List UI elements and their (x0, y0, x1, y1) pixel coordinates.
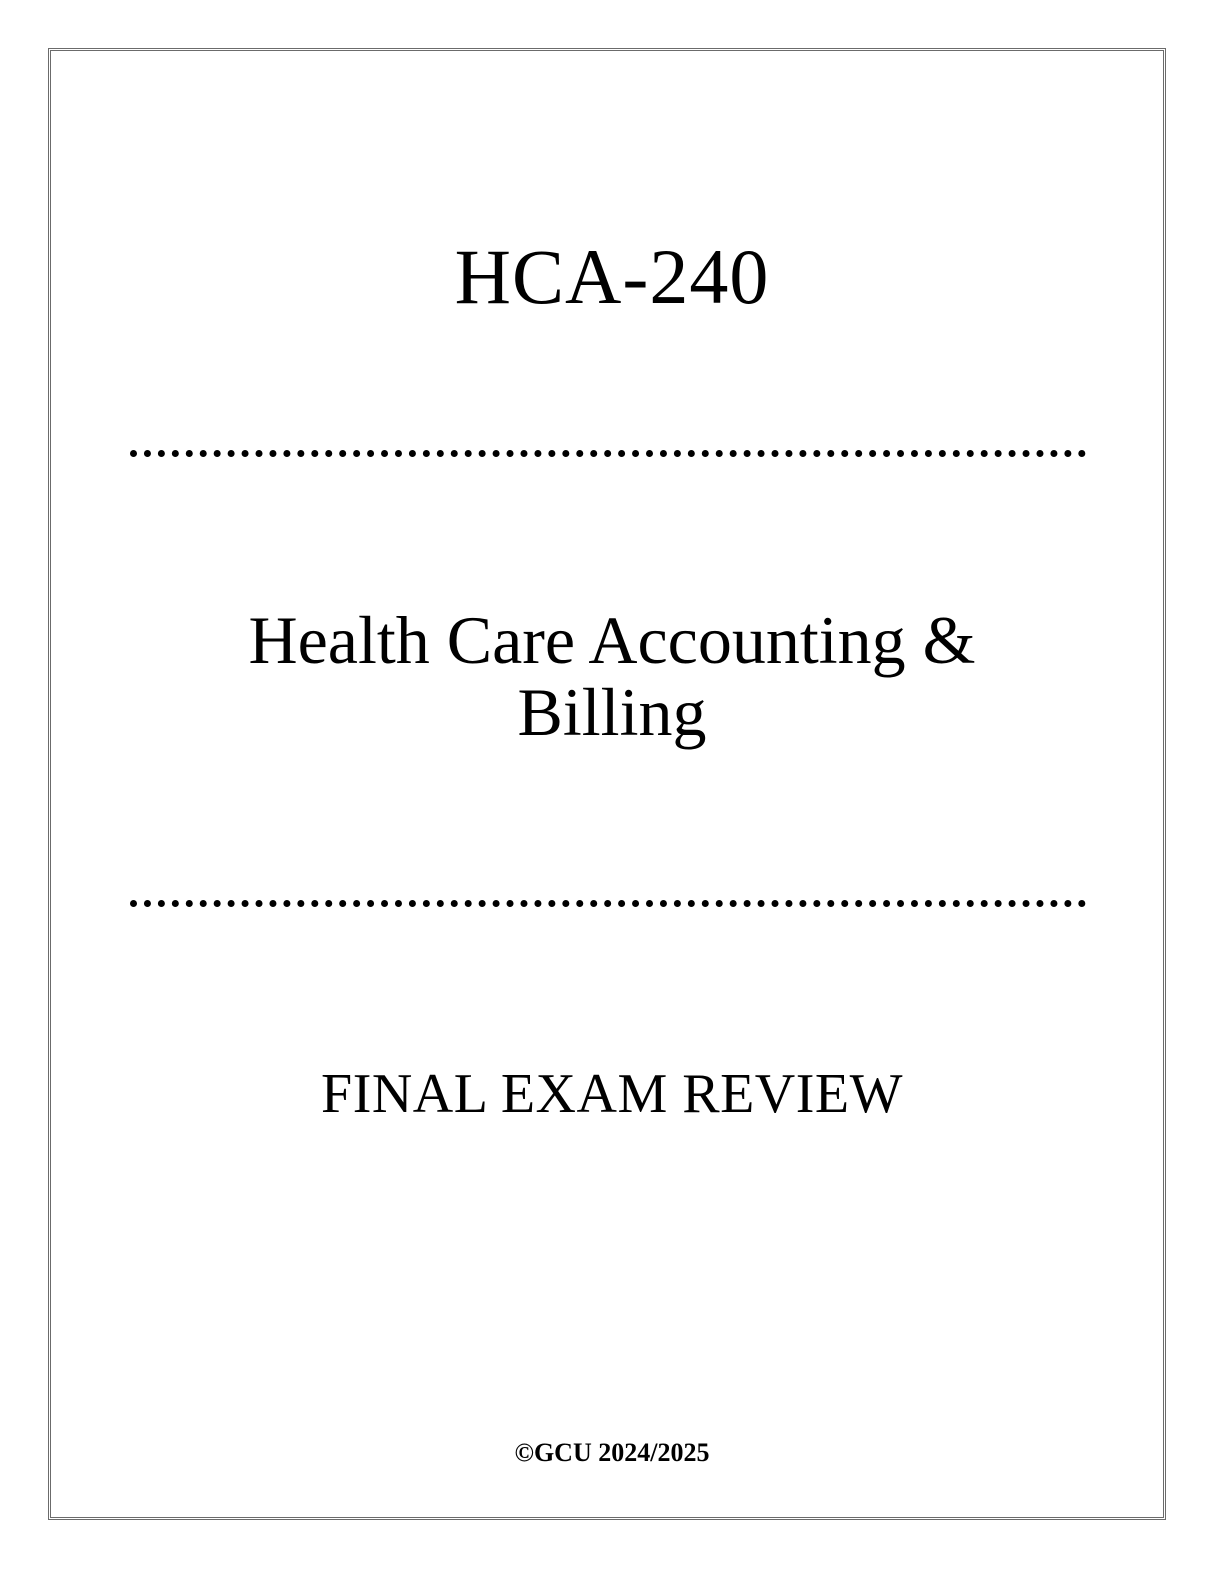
course-code: HCA-240 (454, 233, 770, 320)
course-title-line-1: Health Care Accounting & (248, 602, 976, 678)
copyright-notice: ©GCU 2024/2025 (514, 1438, 710, 1467)
exam-label: FINAL EXAM REVIEW (321, 1063, 903, 1125)
course-title (0, 604, 1224, 748)
dotted-divider-bottom (130, 900, 1086, 907)
dotted-divider-top (130, 450, 1086, 457)
course-title-line-2: Billing (517, 674, 707, 750)
